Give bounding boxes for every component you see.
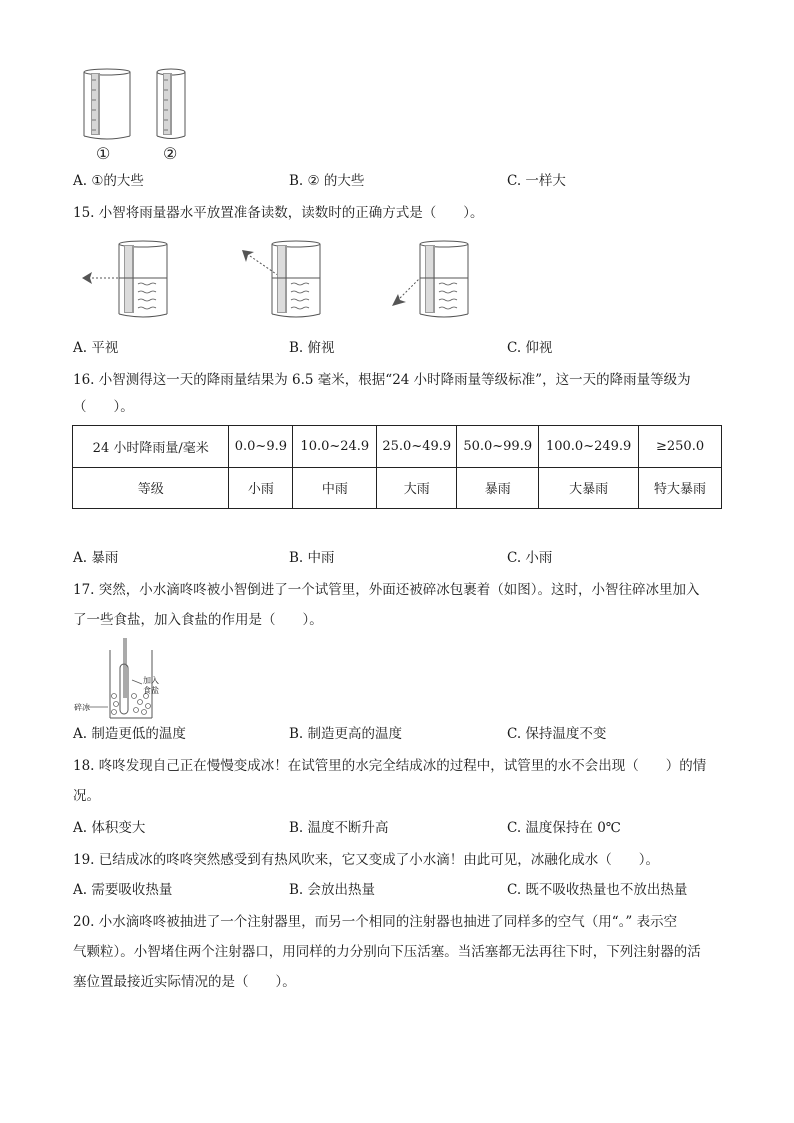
q18-option-a[interactable]: A. 体积变大: [73, 820, 146, 836]
table-cell: 10.0~24.9: [293, 426, 377, 468]
q19-stem: 19. 已结成冰的咚咚突然感受到有热风吹来，它又变成了小水滴！由此可见，冰融化成水（ ）。: [73, 852, 660, 868]
table-cell: 中雨: [293, 467, 377, 509]
test-tube-ice-figure: [96, 638, 176, 720]
q14-option-b[interactable]: B. ② 的大些: [289, 173, 365, 189]
q17-stem-line2: 了一些食盐，加入食盐的作用是（ ）。: [73, 612, 323, 628]
q14-option-c[interactable]: C. 一样大: [507, 173, 566, 189]
q17-option-c[interactable]: C. 保持温度不变: [507, 726, 607, 742]
table-row: [73, 426, 722, 468]
q19-option-b[interactable]: B. 会放出热量: [289, 882, 376, 898]
table-grade-label: 等级: [73, 467, 229, 509]
q18-option-b[interactable]: B. 温度不断升高: [289, 820, 389, 836]
figure-label-salt: 加入食盐: [143, 676, 159, 695]
q17-option-b[interactable]: B. 制造更高的温度: [289, 726, 403, 742]
figure-label-2: ②: [163, 144, 178, 163]
gauge-eye-level-figure: [78, 240, 178, 320]
table-cell: 100.0~249.9: [539, 426, 639, 468]
table-row: [73, 467, 722, 509]
table-cell: 小雨: [229, 467, 293, 509]
q20-stem-line3: 塞位置最接近实际情况的是（ ）。: [73, 974, 296, 990]
q20-stem-line2: 气颗粒）。小智堵住两个注射器口，用同样的力分别向下压活塞。当活塞都无法再往下时，下列注射器的活: [73, 944, 701, 960]
table-cell: 特大暴雨: [639, 467, 722, 509]
rain-gauge-2-figure: [155, 68, 187, 142]
gauge-look-up-figure: [390, 240, 480, 320]
table-cell: 50.0~99.9: [457, 426, 539, 468]
q14-option-a[interactable]: A. ①的大些: [73, 173, 144, 189]
table-header-label: 24 小时降雨量/毫米: [73, 426, 229, 468]
q19-option-c[interactable]: C. 既不吸收热量也不放出热量: [507, 882, 688, 898]
q15-option-a[interactable]: A. 平视: [73, 340, 119, 356]
table-cell: 暴雨: [457, 467, 539, 509]
q18-option-c[interactable]: C. 温度保持在 0℃: [507, 820, 621, 836]
q18-stem-line1: 18. 咚咚发现自己正在慢慢变成冰！在试管里的水完全结成冰的过程中，试管里的水不会出现（ ）的情: [73, 758, 707, 774]
q20-stem-line1: 20. 小水滴咚咚被抽进了一个注射器里，而另一个相同的注射器也抽进了同样多的空气（用“。” 表示空: [73, 914, 678, 930]
table-cell: 大雨: [377, 467, 457, 509]
gauge-look-down-figure: [240, 240, 340, 320]
figure-label-ice: 碎冰: [74, 703, 90, 712]
q17-stem-line1: 17. 突然，小水滴咚咚被小智倒进了一个试管里，外面还被碎冰包裹着（如图）。这时，小智往碎冰里加入: [73, 582, 700, 598]
q17-option-a[interactable]: A. 制造更低的温度: [73, 726, 186, 742]
figure-pointer-ice: [88, 704, 108, 710]
q16-option-a[interactable]: A. 暴雨: [73, 550, 119, 566]
q16-option-b[interactable]: B. 中雨: [289, 550, 335, 566]
q16-stem-line1: 16. 小智测得这一天的降雨量结果为 6.5 毫米，根据“24 小时降雨量等级标准”，这一天的降雨量等级为: [73, 372, 691, 388]
figure-label-1: ①: [96, 144, 111, 163]
q15-option-c[interactable]: C. 仰视: [507, 340, 553, 356]
table-cell: 大暴雨: [539, 467, 639, 509]
q19-option-a[interactable]: A. 需要吸收热量: [73, 882, 173, 898]
q16-stem-line2: （ ）。: [73, 399, 134, 415]
table-cell: 25.0~49.9: [377, 426, 457, 468]
rainfall-grade-table: [72, 425, 722, 509]
q15-option-b[interactable]: B. 俯视: [289, 340, 335, 356]
q18-stem-line2: 况。: [73, 788, 100, 804]
rain-gauge-1-figure: [82, 68, 132, 142]
table-cell: ≥250.0: [639, 426, 722, 468]
q16-option-c[interactable]: C. 小雨: [507, 550, 553, 566]
table-cell: 0.0~9.9: [229, 426, 293, 468]
q15-stem: 15. 小智将雨量器水平放置准备读数，读数时的正确方式是（ ）。: [73, 205, 484, 221]
